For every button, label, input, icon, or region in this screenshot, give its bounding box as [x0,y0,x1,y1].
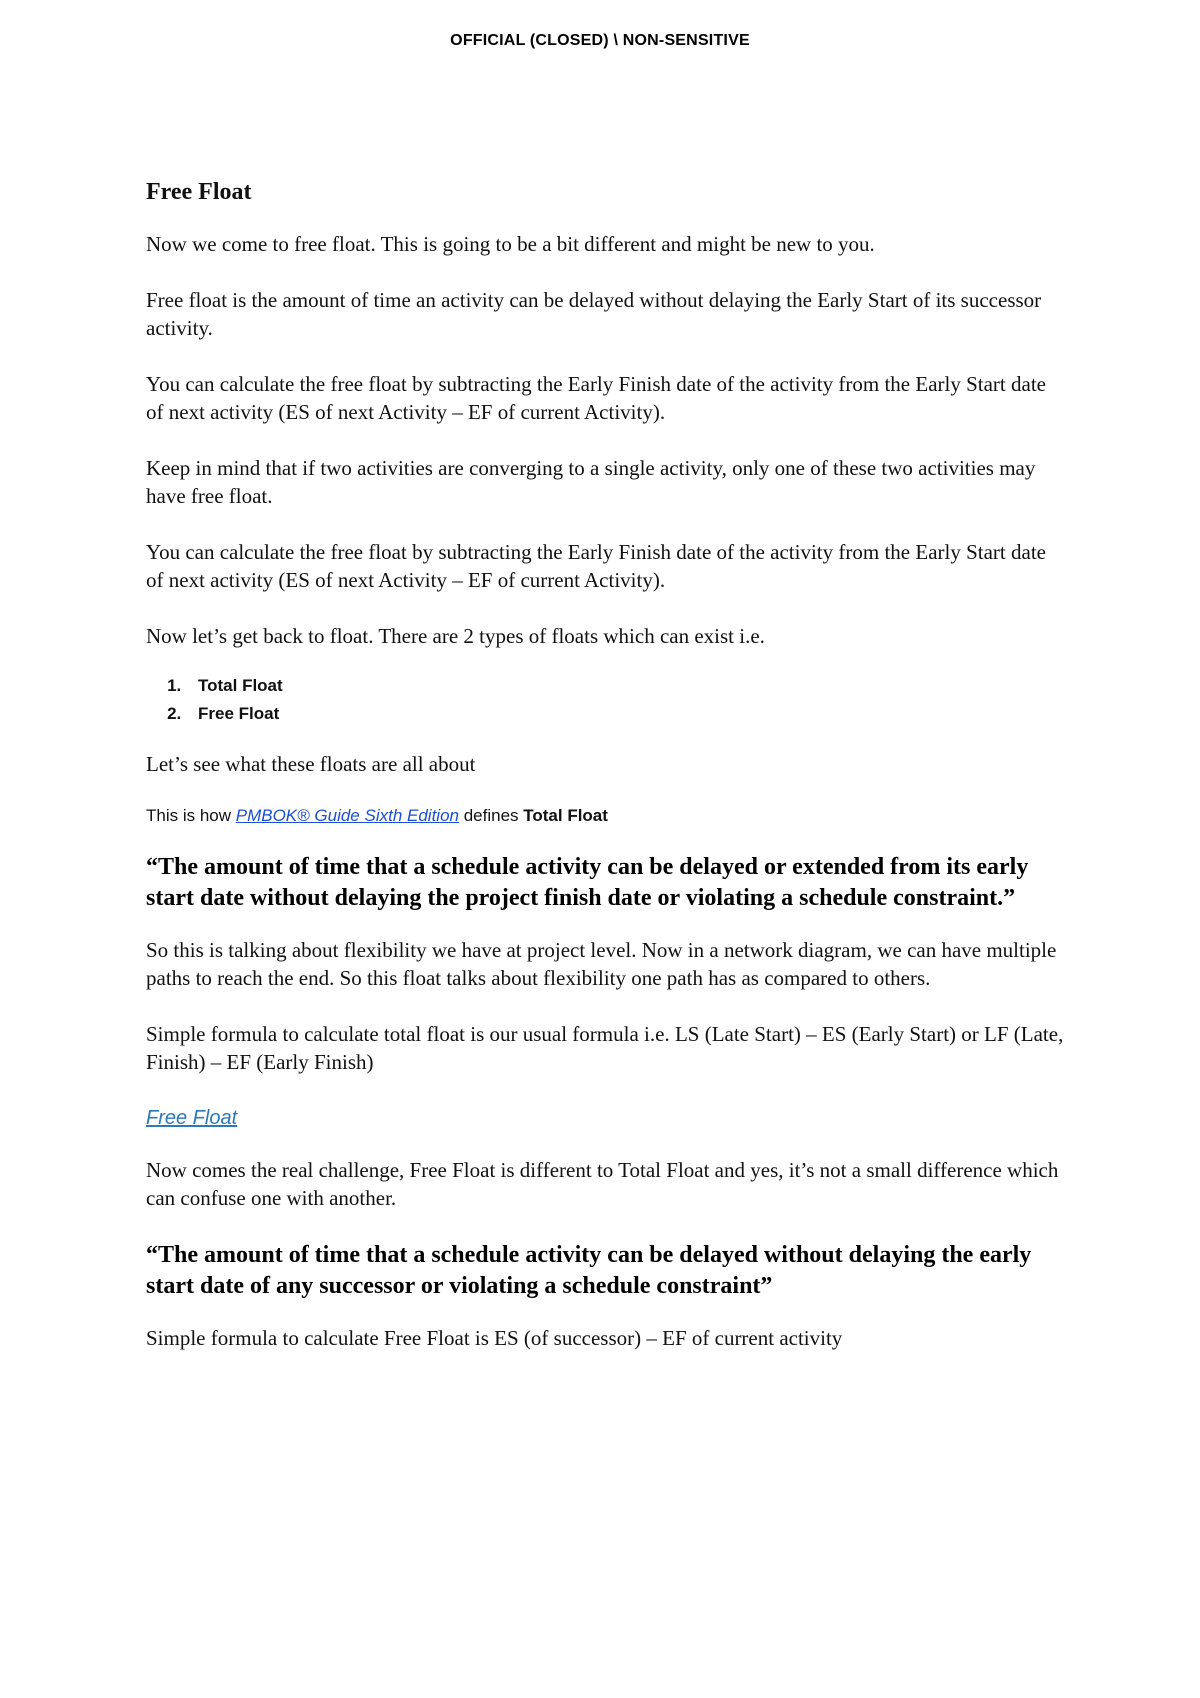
paragraph-free-float-formula: Simple formula to calculate Free Float is ES (of successor) – EF of current activity [146,1326,843,1350]
paragraph-float-types: Now let’s get back to float. There are 2 types of floats which can exist i.e. [146,624,765,648]
section-heading: Free Float [146,179,252,205]
paragraph-converging: Keep in mind that if two activities are converging to a single activity, only one of these two activities may have free float. [146,456,1036,508]
list-item-free-float: 2. Free Float [186,700,1066,728]
free-float-quote: “The amount of time that a schedule activity can be delayed without delaying the early start date of any successor or violating a schedule constraint” [146,1242,1032,1299]
document-body [146,176,1066,1380]
source-line [146,802,1066,830]
classification-header: OFFICIAL (CLOSED) \ NON-SENSITIVE [450,32,750,49]
source-prefix: This is how [146,806,236,825]
paragraph-floats-intro: Let’s see what these floats are all about [146,752,476,776]
paragraph-intro: Now we come to free float. This is going to be a bit different and might be new to you. [146,232,875,256]
source-middle: defines [458,806,524,825]
paragraph-total-float-formula: Simple formula to calculate total float is our usual formula i.e. LS (Late Start) – ES (Early Start) or LF (Late, Finish) – EF (Early Finish) [146,1022,1064,1074]
paragraph-calculation-repeat: You can calculate the free float by subtracting the Early Finish date of the activity from the Early Start date of next activity (ES of next Activity – EF of current Activity). [146,540,1046,592]
paragraph-free-float-intro: Now comes the real challenge, Free Float is different to Total Float and yes, it’s not a small difference which can confuse one with another. [146,1158,1059,1210]
list-item-total-float: 1. Total Float [186,672,1066,700]
paragraph-definition: Free float is the amount of time an activity can be delayed without delaying the Early Start of its successor activity. [146,288,1042,340]
source-term: Total Float [523,806,608,825]
paragraph-calculation: You can calculate the free float by subtracting the Early Finish date of the activity from the Early Start date of next activity (ES of next Activity – EF of current Activity). [146,372,1046,424]
total-float-quote: “The amount of time that a schedule activity can be delayed or extended from its early start date without delaying the project finish date or violating a schedule constraint.” [146,854,1029,911]
float-types-list [146,672,1066,728]
paragraph-project-flexibility: So this is talking about flexibility we have at project level. Now in a network diagram, we can have multiple paths to reach the end. So this float talks about flexibility one path has as compared to others. [146,938,1057,990]
pmbok-guide-link[interactable]: PMBOK® Guide Sixth Edition [235,806,459,825]
free-float-subtitle-link[interactable]: Free Float [146,1107,238,1129]
